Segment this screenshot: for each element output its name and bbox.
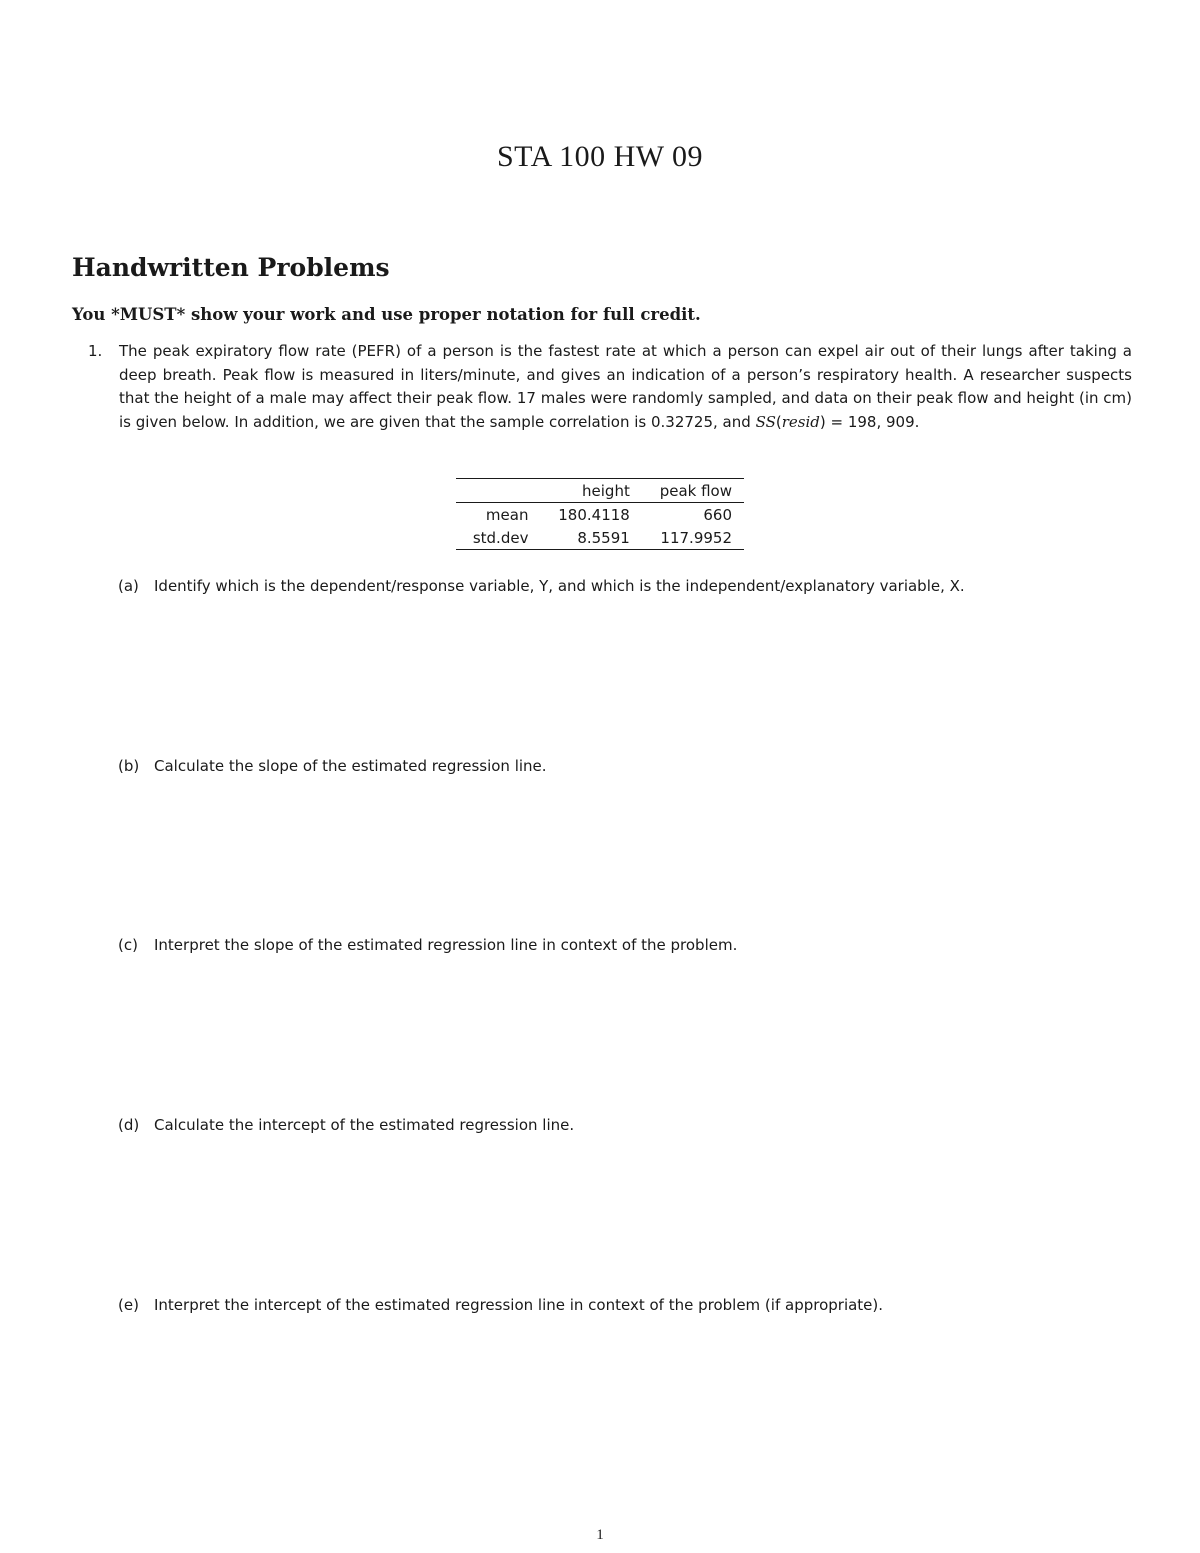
- subpart-label: (e): [118, 1296, 139, 1314]
- section-heading: Handwritten Problems: [72, 253, 390, 282]
- subpart-label: (b): [118, 757, 140, 775]
- document-title: STA 100 HW 09: [496, 140, 704, 173]
- ss-argument: resid: [781, 412, 820, 431]
- summary-statistics-table: [456, 478, 744, 550]
- subpart-text: Calculate the slope of the estimated regression line.: [154, 757, 547, 775]
- table-header-cell: height: [582, 481, 630, 500]
- table-header-cell: peak flow: [659, 481, 732, 500]
- instruction-text: You *MUST* show your work and use proper notation for full credit.: [72, 305, 701, 324]
- table-cell: 117.9952: [660, 528, 732, 547]
- table-row: [456, 526, 744, 550]
- table-row-label: std.dev: [472, 528, 529, 547]
- page-number: 1: [596, 1527, 604, 1543]
- ss-value: = 198, 909.: [830, 412, 920, 431]
- subpart-label: (d): [118, 1116, 140, 1134]
- problem-statement: The peak expiratory flow rate (PEFR) of a person is the fastest rate at which a person can expel air out of their lungs after taking a deep breath. Peak flow is measured in liters/minute, and gives an indication of a person’s respiratory health. A researcher suspects that the height of a male may affect their peak flow. 17 males were randomly sampled, and data on their peak flow and height (in cm) is given below. In addition, we are given that the sample correlation is 0.32725, and SS(resid) = 198, 909.: [119, 342, 1132, 431]
- subpart-text: Interpret the slope of the estimated regression line in context of the problem.: [154, 936, 738, 954]
- table-row: [456, 503, 744, 527]
- subpart-c: [118, 936, 737, 954]
- subpart-e: [118, 1296, 883, 1314]
- table-cell: 180.4118: [558, 505, 630, 524]
- problem-1: [88, 340, 1132, 434]
- table-row-label: mean: [485, 505, 529, 524]
- table-cell: 8.5591: [577, 528, 630, 547]
- subpart-d: [118, 1116, 574, 1134]
- subpart-label: (c): [118, 936, 138, 954]
- subpart-text: Calculate the intercept of the estimated regression line.: [154, 1116, 575, 1134]
- problem-number: 1.: [88, 342, 103, 360]
- table-header-row: [456, 479, 744, 503]
- subpart-text: Identify which is the dependent/response variable, Y, and which is the independent/explanatory variable, X.: [154, 577, 965, 595]
- subpart-b: [118, 757, 547, 775]
- subpart-text: Interpret the intercept of the estimated regression line in context of the problem (if appropriate).: [154, 1296, 884, 1314]
- table-cell: 660: [703, 505, 732, 524]
- problem-text: The peak expiratory flow rate (PEFR) of a person is the fastest rate at which a person can expel air out of their lungs after taking a deep breath. Peak flow is measured in liters/minute, and gives an indication of a person’s respiratory health. A researcher suspects that the height of a male may affect their peak flow. 17 males were randomly sampled, and data on their peak flow and height (in cm) is given below. In addition, we are given that the sample correlation is 0.32725, and: [119, 342, 1132, 431]
- ss-label: SS: [755, 412, 776, 431]
- subpart-a: [118, 577, 965, 595]
- table-header-cell: [456, 479, 540, 503]
- subpart-label: (a): [118, 577, 139, 595]
